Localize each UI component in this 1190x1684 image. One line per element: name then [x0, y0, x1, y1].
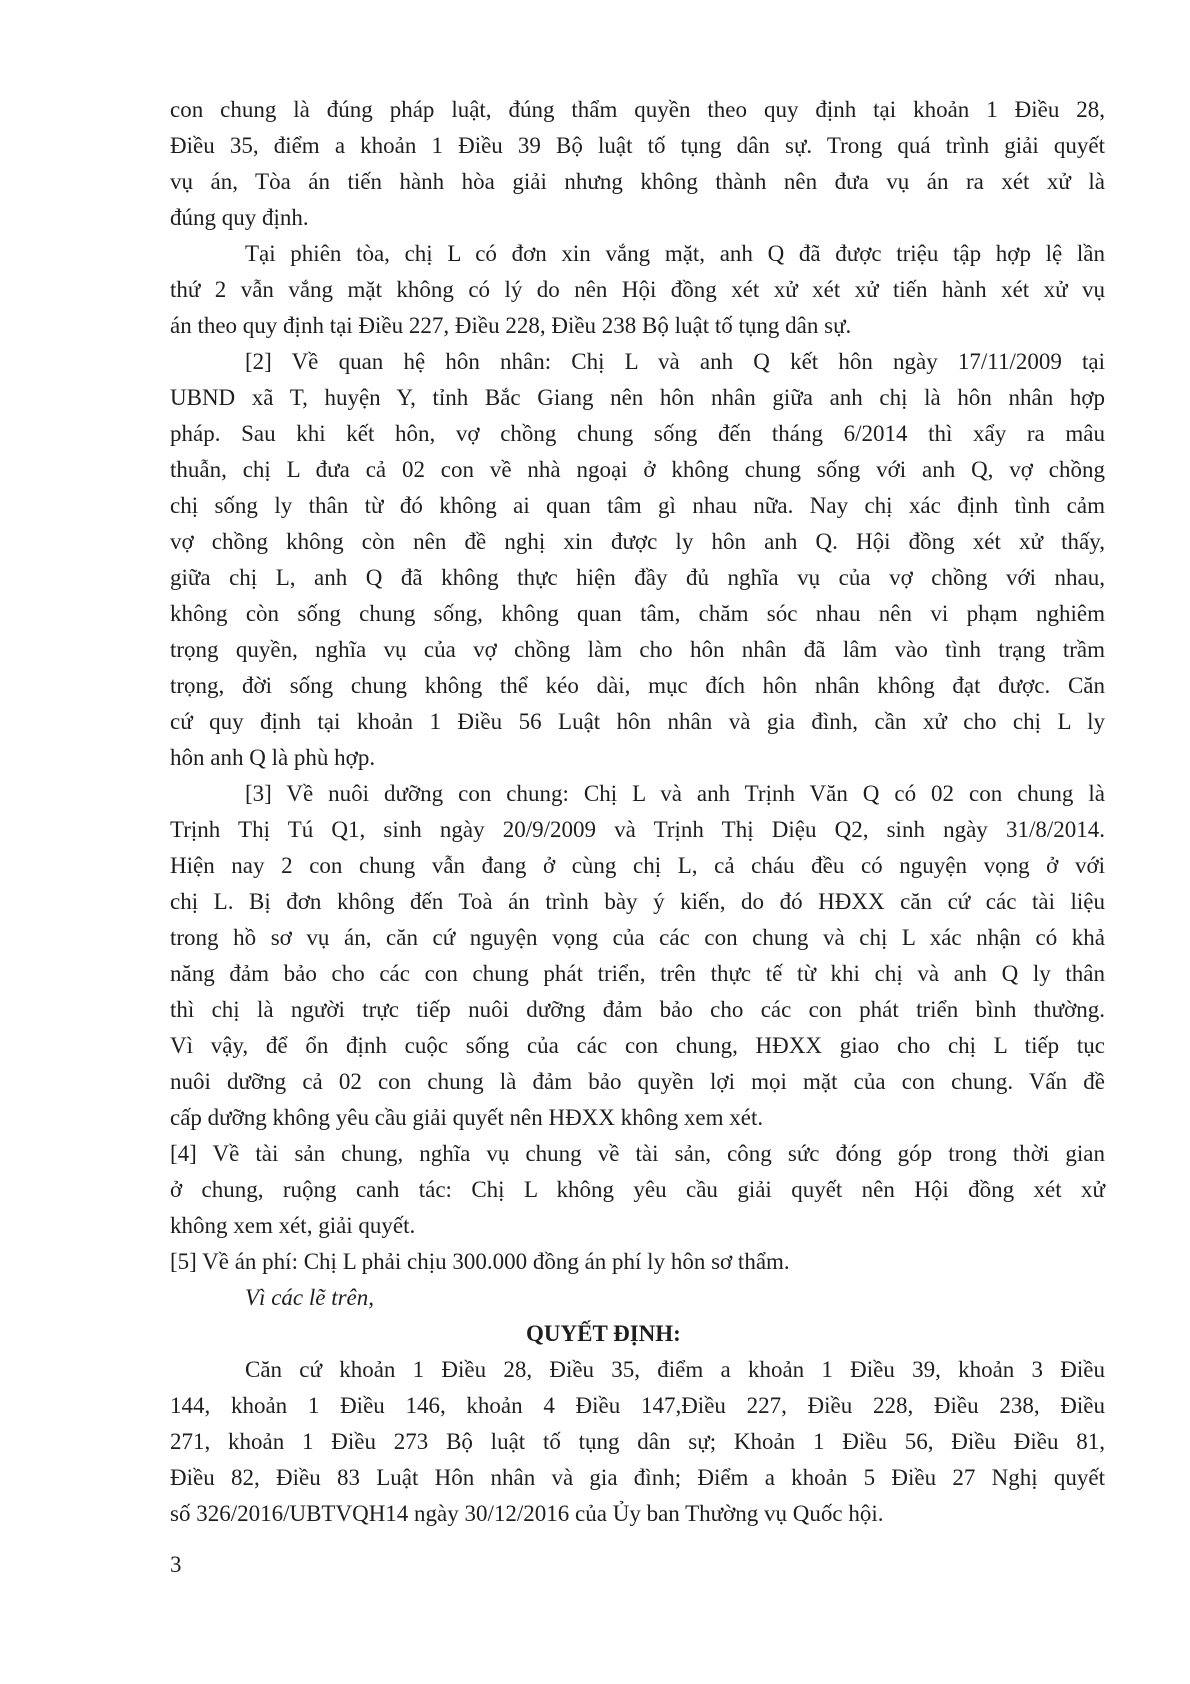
text-line: pháp. Sau khi kết hôn, vợ chồng chung sống đến tháng 6/2014 thì xẩy ra mâu — [170, 421, 1105, 446]
decision-heading — [170, 1316, 1105, 1352]
text-line: vụ án, Tòa án tiến hành hòa giải nhưng không thành nên đưa vụ án ra xét xử là — [170, 169, 1105, 194]
text-line: giữa chị L, anh Q đã không thực hiện đầy đủ nghĩa vụ của vợ chồng với nhau, — [170, 565, 1105, 590]
text-line: thứ 2 vẫn vắng mặt không có lý do nên Hội đồng xét xử xét xử tiến hành xét xử vụ — [170, 277, 1105, 302]
text-line: Tại phiên tòa, chị L có đơn xin vắng mặt, anh Q đã được triệu tập hợp lệ lần — [245, 241, 1105, 266]
text-line: năng đảm bảo cho các con chung phát triển, trên thực tế từ khi chị và anh Q ly thân — [170, 961, 1105, 986]
paragraph — [170, 1244, 1105, 1280]
text-line: Vì các lẽ trên, — [245, 1285, 375, 1310]
document-body — [170, 92, 1105, 1532]
text-line: 271, khoản 1 Điều 273 Bộ luật tố tụng dân sự; Khoản 1 Điều 56, Điều Điều 81, — [170, 1429, 1105, 1454]
text-line: cứ quy định tại khoản 1 Điều 56 Luật hôn nhân và gia đình, cần xử cho chị L ly — [170, 709, 1105, 734]
paragraph — [170, 236, 1105, 344]
text-line: 144, khoản 1 Điều 146, khoản 4 Điều 147,Điều 227, Điều 228, Điều 238, Điều — [170, 1393, 1105, 1418]
text-line: cấp dưỡng không yêu cầu giải quyết nên HĐXX không xem xét. — [170, 1105, 764, 1130]
paragraph — [170, 344, 1105, 776]
paragraph — [170, 1352, 1105, 1532]
text-line: ở chung, ruộng canh tác: Chị L không yêu cầu giải quyết nên Hội đồng xét xử — [170, 1177, 1105, 1202]
paragraph — [170, 92, 1105, 236]
text-line: đúng quy định. — [170, 205, 309, 230]
text-line: trọng, đời sống chung không thể kéo dài, mục đích hôn nhân không đạt được. Căn — [170, 673, 1105, 698]
text-line: thuẫn, chị L đưa cả 02 con về nhà ngoại ở không chung sống với anh Q, vợ chồng — [170, 457, 1105, 482]
text-line: Điều 82, Điều 83 Luật Hôn nhân và gia đình; Điểm a khoản 5 Điều 27 Nghị quyết — [170, 1465, 1105, 1490]
paragraph — [170, 1136, 1105, 1244]
text-line: thì chị là người trực tiếp nuôi dưỡng đảm bảo cho các con phát triển bình thường. — [170, 997, 1105, 1022]
text-line: [3] Về nuôi dưỡng con chung: Chị L và anh Trịnh Văn Q có 02 con chung là — [245, 781, 1105, 806]
text-line: hôn anh Q là phù hợp. — [170, 745, 376, 770]
text-line: chị L. Bị đơn không đến Toà án trình bày ý kiến, do đó HĐXX căn cứ các tài liệu — [170, 889, 1105, 914]
text-line: không còn sống chung sống, không quan tâm, chăm sóc nhau nên vi phạm nghiêm — [170, 601, 1105, 626]
text-line: Hiện nay 2 con chung vẫn đang ở cùng chị L, cả cháu đều có nguyện vọng ở với — [170, 853, 1105, 878]
text-line: vợ chồng không còn nên đề nghị xin được ly hôn anh Q. Hội đồng xét xử thấy, — [170, 529, 1105, 554]
text-line: Trịnh Thị Tú Q1, sinh ngày 20/9/2009 và Trịnh Thị Diệu Q2, sinh ngày 31/8/2014. — [170, 817, 1105, 842]
heading-text: QUYẾT ĐỊNH: — [526, 1321, 681, 1346]
text-line: trọng quyền, nghĩa vụ của vợ chồng làm cho hôn nhân đã lâm vào tình trạng trầm — [170, 637, 1105, 662]
paragraph — [170, 776, 1105, 1136]
text-line: án theo quy định tại Điều 227, Điều 228, Điều 238 Bộ luật tố tụng dân sự. — [170, 313, 852, 338]
text-line: chị sống ly thân từ đó không ai quan tâm gì nhau nữa. Nay chị xác định tình cảm — [170, 493, 1105, 518]
text-line: [2] Về quan hệ hôn nhân: Chị L và anh Q kết hôn ngày 17/11/2009 tại — [245, 349, 1105, 374]
text-line: không xem xét, giải quyết. — [170, 1213, 416, 1238]
text-line: con chung là đúng pháp luật, đúng thẩm quyền theo quy định tại khoản 1 Điều 28, — [170, 97, 1105, 122]
text-line: [4] Về tài sản chung, nghĩa vụ chung về tài sản, công sức đóng góp trong thời gian — [170, 1141, 1105, 1166]
text-line: [5] Về án phí: Chị L phải chịu 300.000 đồng án phí ly hôn sơ thẩm. — [170, 1249, 790, 1274]
text-line: nuôi dưỡng cả 02 con chung là đảm bảo quyền lợi mọi mặt của con chung. Vấn đề — [170, 1069, 1105, 1094]
text-line: số 326/2016/UBTVQH14 ngày 30/12/2016 của Ủy ban Thường vụ Quốc hội. — [170, 1501, 884, 1526]
text-line: trong hồ sơ vụ án, căn cứ nguyện vọng của các con chung và chị L xác nhận có khả — [170, 925, 1105, 950]
text-line: Điều 35, điểm a khoản 1 Điều 39 Bộ luật tố tụng dân sự. Trong quá trình giải quyết — [170, 133, 1105, 158]
text-line: Vì vậy, để ổn định cuộc sống của các con chung, HĐXX giao cho chị L tiếp tục — [170, 1033, 1105, 1058]
text-line: Căn cứ khoản 1 Điều 28, Điều 35, điểm a khoản 1 Điều 39, khoản 3 Điều — [245, 1357, 1105, 1382]
text-line: UBND xã T, huyện Y, tỉnh Bắc Giang nên hôn nhân giữa anh chị là hôn nhân hợp — [170, 385, 1105, 410]
page-number: 3 — [170, 1552, 182, 1577]
paragraph — [170, 1280, 1105, 1316]
